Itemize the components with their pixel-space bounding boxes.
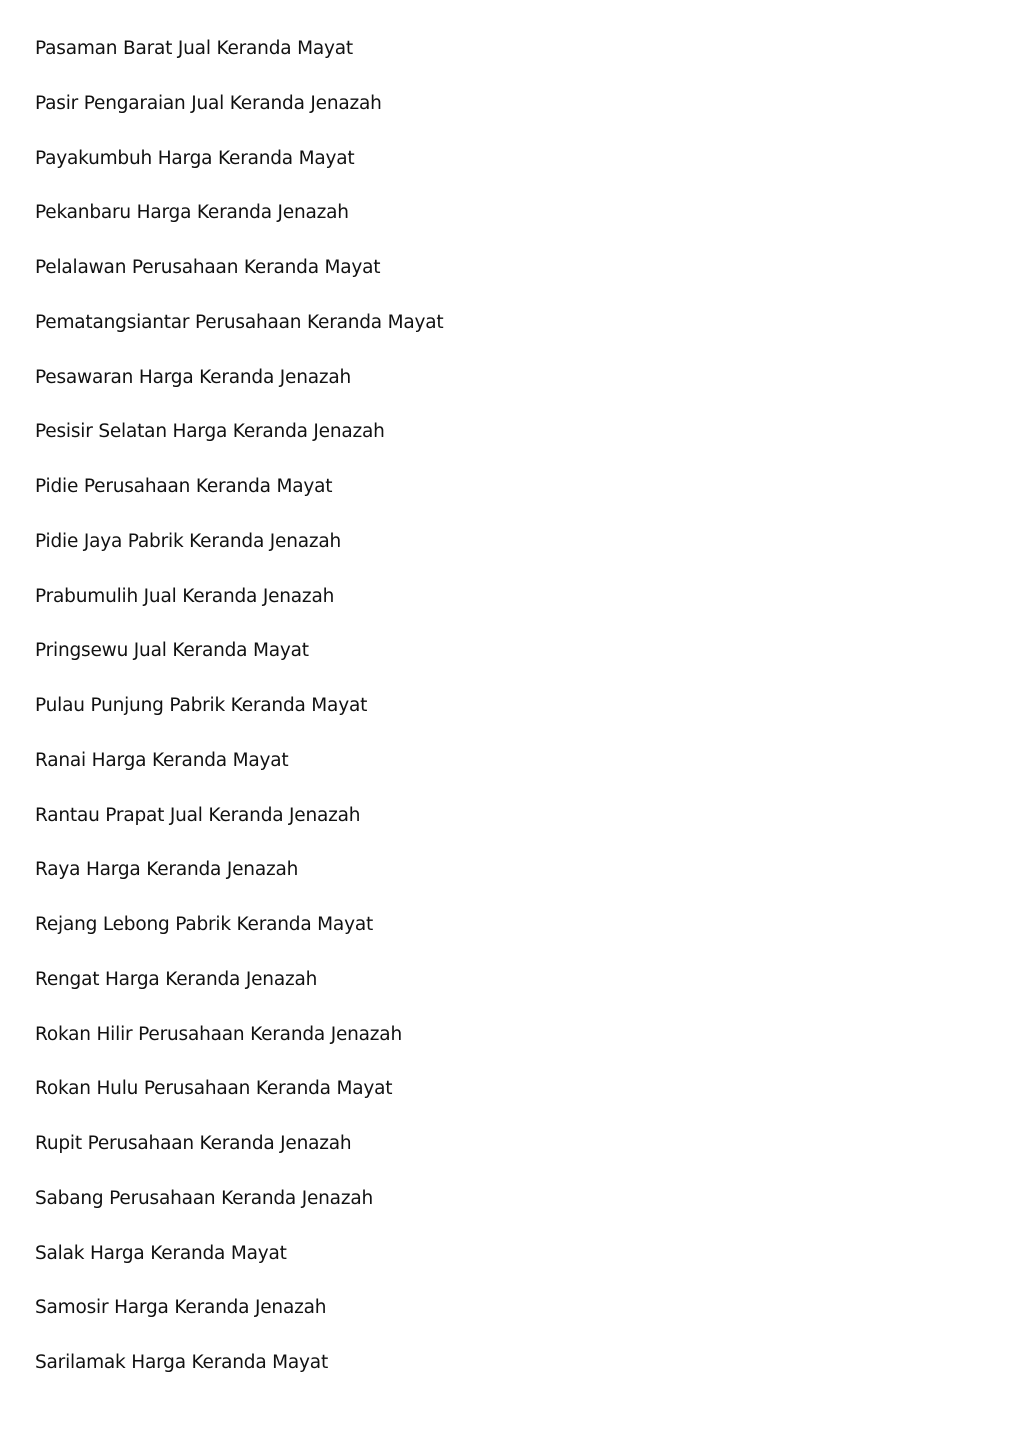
list-item: Rengat Harga Keranda Jenazah (35, 968, 318, 990)
list-item: Pidie Perusahaan Keranda Mayat (35, 476, 333, 497)
list-item: Rokan Hulu Perusahaan Keranda Mayat (35, 1078, 393, 1100)
list-item: Samosir Harga Keranda Jenazah (35, 1297, 327, 1319)
list-item: Pasir Pengaraian Jual Keranda Jenazah (35, 92, 382, 114)
list-item: Pelalawan Perusahaan Keranda Mayat (35, 257, 381, 278)
list-item: Pesisir Selatan Harga Keranda Jenazah (35, 421, 385, 443)
list-item: Raya Harga Keranda Jenazah (35, 859, 299, 881)
list-item: Payakumbuh Harga Keranda Mayat (35, 147, 355, 169)
list-item: Ranai Harga Keranda Mayat (35, 749, 289, 771)
list-item: Sarilamak Harga Keranda Mayat (35, 1352, 329, 1373)
list-item: Pekanbaru Harga Keranda Jenazah (35, 202, 349, 224)
location-list (35, 36, 443, 1405)
list-item: Rantau Prapat Jual Keranda Jenazah (35, 804, 361, 826)
list-item: Salak Harga Keranda Mayat (35, 1242, 287, 1264)
list-item: Prabumulih Jual Keranda Jenazah (35, 585, 335, 607)
list-item: Pidie Jaya Pabrik Keranda Jenazah (35, 530, 342, 552)
list-item: Pesawaran Harga Keranda Jenazah (35, 366, 352, 388)
list-item: Rupit Perusahaan Keranda Jenazah (35, 1133, 352, 1154)
list-item: Rejang Lebong Pabrik Keranda Mayat (35, 914, 374, 935)
list-item: Sabang Perusahaan Keranda Jenazah (35, 1187, 373, 1209)
list-item: Pematangsiantar Perusahaan Keranda Mayat (35, 311, 444, 333)
list-item: Rokan Hilir Perusahaan Keranda Jenazah (35, 1023, 402, 1045)
list-item: Pringsewu Jual Keranda Mayat (35, 640, 309, 662)
list-item: Pulau Punjung Pabrik Keranda Mayat (35, 695, 368, 716)
list-item: Pasaman Barat Jual Keranda Mayat (35, 38, 353, 59)
